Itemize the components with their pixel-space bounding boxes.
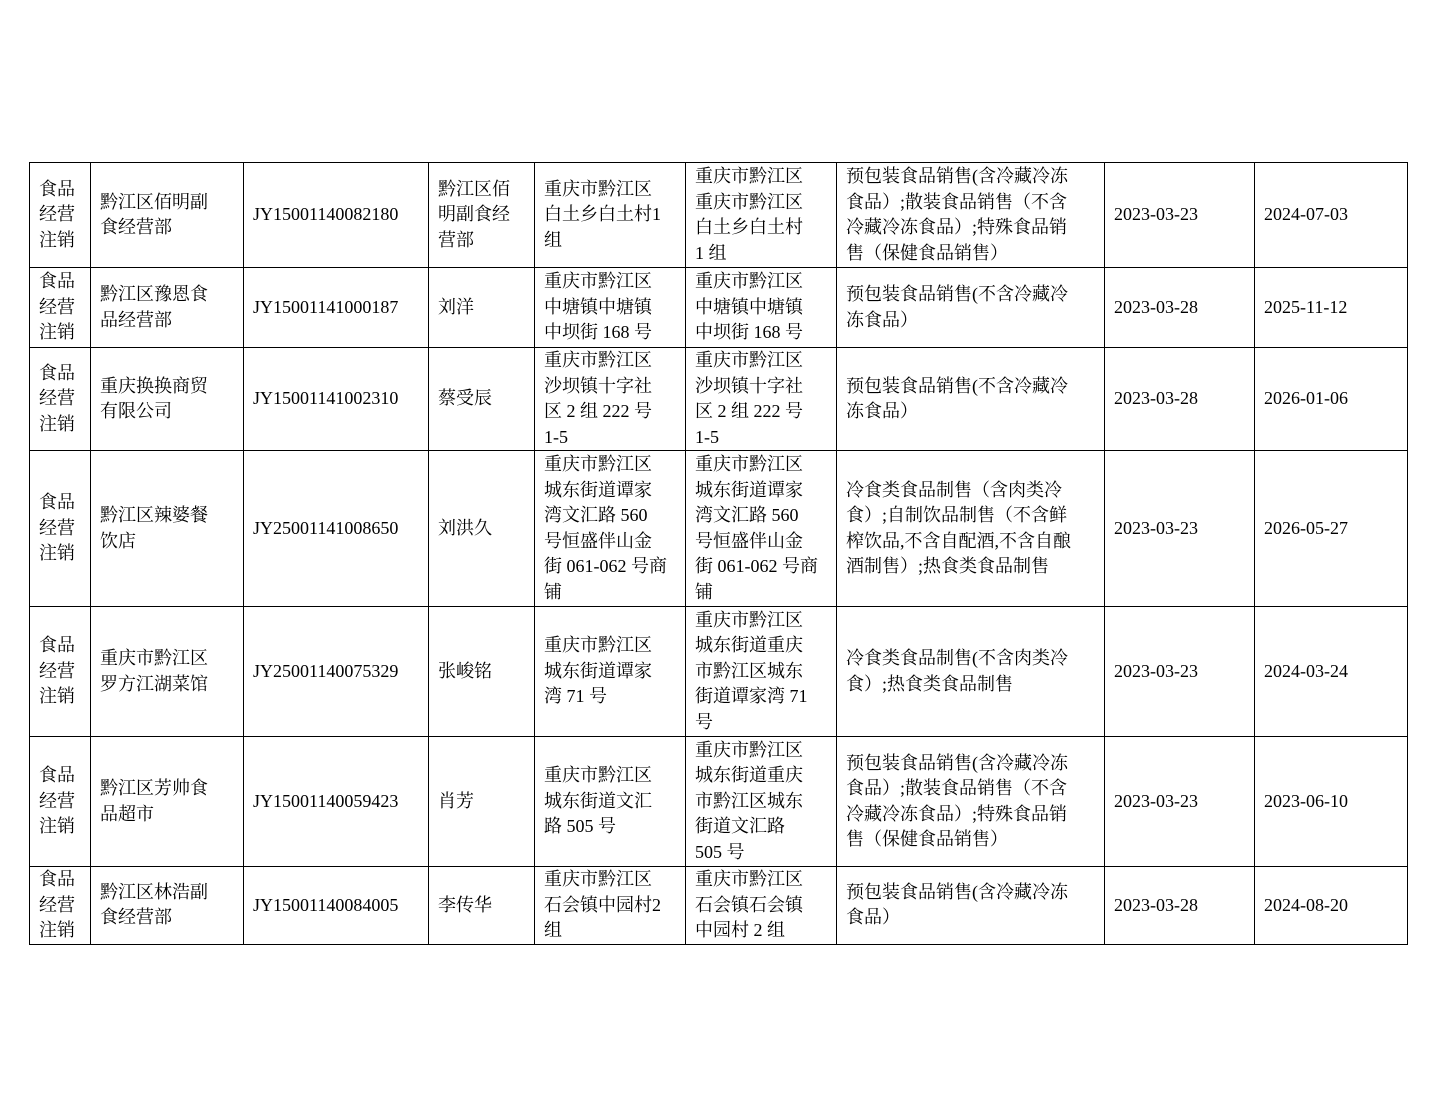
cell-business-name: 黔江区辣婆餐 饮店	[91, 451, 244, 607]
cell-legal-representative: 李传华	[429, 867, 535, 945]
cell-date: 2023-03-23	[1105, 607, 1255, 737]
cell-business-scope: 预包装食品销售(不含冷藏冷 冻食品）	[837, 268, 1105, 348]
table-row	[30, 737, 1408, 867]
cell-business-premises: 重庆市黔江区 城东街道谭家 湾文汇路 560 号恒盛伴山金 街 061-062 号商 铺	[686, 451, 837, 607]
cell-business-scope: 预包装食品销售(不含冷藏冷 冻食品）	[837, 348, 1105, 451]
cell-business-premises: 重庆市黔江区 石会镇石会镇 中园村 2 组	[686, 867, 837, 945]
cell-business-premises: 重庆市黔江区 中塘镇中塘镇 中坝街 168 号	[686, 268, 837, 348]
cell-address: 重庆市黔江区 城东街道谭家 湾文汇路 560 号恒盛伴山金 街 061-062 号商 铺	[535, 451, 686, 607]
table-row	[30, 451, 1408, 607]
cell-expiry-date: 2026-01-06	[1255, 348, 1408, 451]
cell-date: 2023-03-28	[1105, 348, 1255, 451]
table-row	[30, 607, 1408, 737]
cell-business-scope: 冷食类食品制售（含肉类冷 食）;自制饮品制售（不含鲜 榨饮品,不含自配酒,不含自酿 酒制售）;热食类食品制售	[837, 451, 1105, 607]
cell-type: 食品 经营 注销	[30, 737, 91, 867]
cell-business-premises: 重庆市黔江区 城东街道重庆 市黔江区城东 街道文汇路 505 号	[686, 737, 837, 867]
cell-date: 2023-03-28	[1105, 867, 1255, 945]
cell-business-scope: 预包装食品销售(含冷藏冷冻 食品）;散装食品销售（不含 冷藏冷冻食品）;特殊食品销 售（保健食品销售）	[837, 163, 1105, 268]
cell-business-name: 重庆换换商贸 有限公司	[91, 348, 244, 451]
cell-legal-representative: 刘洋	[429, 268, 535, 348]
cell-legal-representative: 张峻铭	[429, 607, 535, 737]
cell-business-premises: 重庆市黔江区 城东街道重庆 市黔江区城东 街道谭家湾 71 号	[686, 607, 837, 737]
cell-legal-representative: 蔡受辰	[429, 348, 535, 451]
cell-expiry-date: 2026-05-27	[1255, 451, 1408, 607]
cell-type: 食品 经营 注销	[30, 268, 91, 348]
cell-type: 食品 经营 注销	[30, 451, 91, 607]
cell-address: 重庆市黔江区 石会镇中园村2 组	[535, 867, 686, 945]
table-row	[30, 163, 1408, 268]
cell-legal-representative: 肖芳	[429, 737, 535, 867]
cell-date: 2023-03-23	[1105, 163, 1255, 268]
cell-business-name: 黔江区豫恩食 品经营部	[91, 268, 244, 348]
table-row	[30, 268, 1408, 348]
cell-type: 食品 经营 注销	[30, 867, 91, 945]
cell-date: 2023-03-28	[1105, 268, 1255, 348]
cell-legal-representative: 黔江区佰 明副食经 营部	[429, 163, 535, 268]
cell-type: 食品 经营 注销	[30, 348, 91, 451]
cell-business-premises: 重庆市黔江区 重庆市黔江区 白土乡白土村 1 组	[686, 163, 837, 268]
cell-address: 重庆市黔江区 城东街道文汇 路 505 号	[535, 737, 686, 867]
cell-business-name: 黔江区芳帅食 品超市	[91, 737, 244, 867]
cell-address: 重庆市黔江区 沙坝镇十字社 区 2 组 222 号 1-5	[535, 348, 686, 451]
cell-expiry-date: 2024-03-24	[1255, 607, 1408, 737]
records-table	[29, 162, 1408, 945]
table-row	[30, 867, 1408, 945]
cell-date: 2023-03-23	[1105, 451, 1255, 607]
cell-address: 重庆市黔江区 城东街道谭家 湾 71 号	[535, 607, 686, 737]
cell-license-number: JY25001140075329	[244, 607, 429, 737]
cell-license-number: JY15001140082180	[244, 163, 429, 268]
cell-business-scope: 预包装食品销售(含冷藏冷冻 食品）;散装食品销售（不含 冷藏冷冻食品）;特殊食品销 售（保健食品销售）	[837, 737, 1105, 867]
cell-address: 重庆市黔江区 中塘镇中塘镇 中坝街 168 号	[535, 268, 686, 348]
cell-type: 食品 经营 注销	[30, 607, 91, 737]
cell-license-number: JY15001141002310	[244, 348, 429, 451]
cell-business-premises: 重庆市黔江区 沙坝镇十字社 区 2 组 222 号 1-5	[686, 348, 837, 451]
cell-address: 重庆市黔江区 白土乡白土村1 组	[535, 163, 686, 268]
cell-license-number: JY15001141000187	[244, 268, 429, 348]
cell-business-name: 黔江区林浩副 食经营部	[91, 867, 244, 945]
table-row	[30, 348, 1408, 451]
cell-business-name: 重庆市黔江区 罗方江湖菜馆	[91, 607, 244, 737]
cell-business-scope: 预包装食品销售(含冷藏冷冻 食品）	[837, 867, 1105, 945]
cell-license-number: JY15001140059423	[244, 737, 429, 867]
cell-expiry-date: 2024-08-20	[1255, 867, 1408, 945]
cell-business-scope: 冷食类食品制售(不含肉类冷 食）;热食类食品制售	[837, 607, 1105, 737]
cell-expiry-date: 2023-06-10	[1255, 737, 1408, 867]
cell-expiry-date: 2024-07-03	[1255, 163, 1408, 268]
cell-license-number: JY25001141008650	[244, 451, 429, 607]
cell-business-name: 黔江区佰明副 食经营部	[91, 163, 244, 268]
cell-expiry-date: 2025-11-12	[1255, 268, 1408, 348]
table-body	[30, 163, 1408, 945]
cell-type: 食品 经营 注销	[30, 163, 91, 268]
cell-date: 2023-03-23	[1105, 737, 1255, 867]
cell-legal-representative: 刘洪久	[429, 451, 535, 607]
cell-license-number: JY15001140084005	[244, 867, 429, 945]
